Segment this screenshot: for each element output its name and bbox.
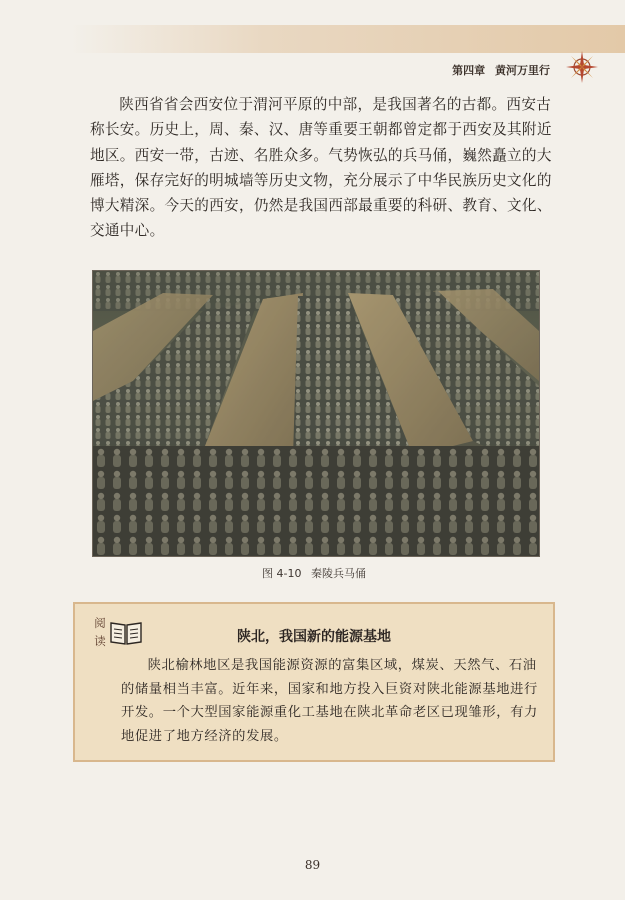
reading-icon-label-2: 读 <box>94 634 106 648</box>
reading-box-title: 陕北，我国新的能源基地 <box>237 629 391 645</box>
body-paragraph: 陕西省省会西安位于渭河平原的中部，是我国著名的古都。西安古称长安。历史上，周、秦、汉、唐等重要王朝都曾定都于西安及其附近地区。西安一带，古迹、名胜众多。气势恢弘的兵马俑，巍然矗立的大雁塔，保存完好的明城墙等历史文物，充分展示了中华民族历史文化的博大精深。今天的西安，仍然是我国西部最重要的科研、教育、文化、交通中心。 <box>90 96 552 240</box>
reading-box <box>73 602 555 762</box>
chapter-title: 黄河万里行 <box>495 64 550 77</box>
chapter-number: 第四章 <box>452 64 486 77</box>
terracotta-army-photo <box>92 270 540 557</box>
header-band <box>70 25 625 53</box>
figure-number: 图 4-10 <box>262 567 302 580</box>
figure-caption <box>262 565 366 581</box>
running-head <box>446 62 550 78</box>
page-number: 89 <box>304 858 321 872</box>
reading-box-text: 陕北榆林地区是我国能源资源的富集区域，煤炭、天然气、石油的储量相当丰富。近年来，国家和地方投入巨资对陕北能源基地进行开发。一个大型国家能源重化工基地在陕北革命老区已现雏形，有力地促进了地方经济的发展。 <box>121 658 538 744</box>
compass-rose-icon <box>565 50 599 84</box>
figure-title: 秦陵兵马俑 <box>310 567 366 580</box>
reading-icon-label-1: 阅 <box>94 616 106 630</box>
